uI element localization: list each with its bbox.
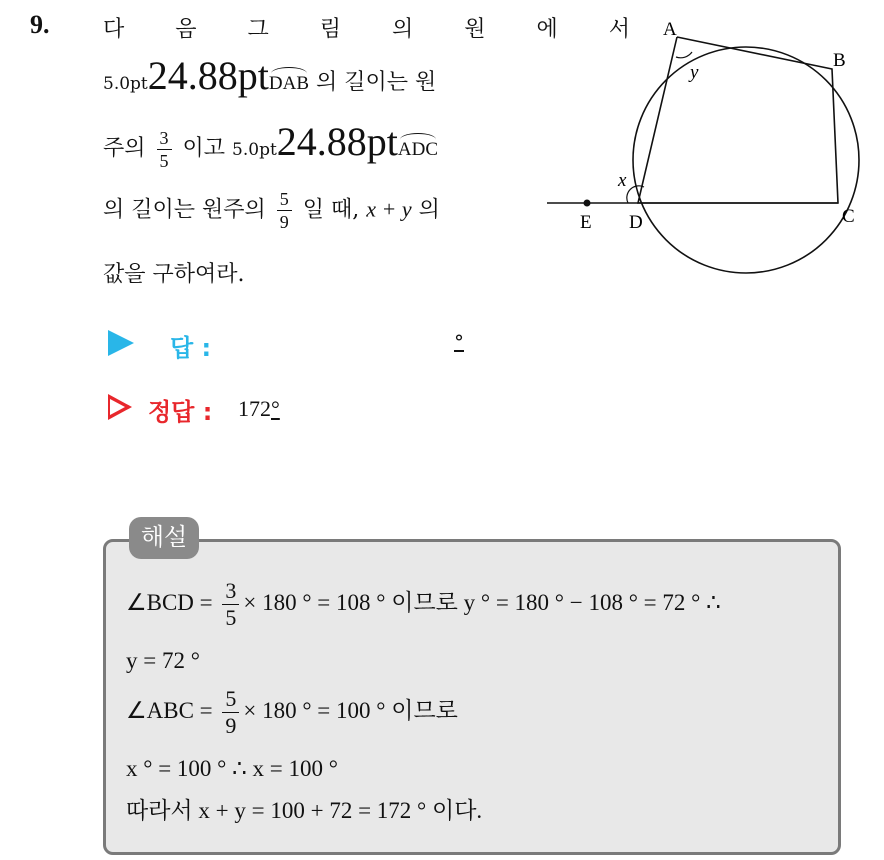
solution-line-1: ∠BCD = $\frac{3}{5}$ × 180 ° = 108 ° 이므로 y ° = 180 ° − 108 ° = 72 ° ∴ [126, 578, 721, 630]
label-x: x [618, 170, 627, 191]
arc-adc-label: ADC [397, 139, 439, 160]
question-line-1: 다 음 그 림 의 원 에 서 [103, 17, 652, 42]
question-line-2-rest: 의 길이는 원 [316, 70, 437, 95]
question-line-4-lead: 의 길이는 원주의 [103, 197, 266, 223]
label-y: y [690, 62, 699, 83]
label-b: B [833, 50, 846, 71]
arc1-prefix-big: 24.88pt [147, 53, 269, 98]
question-line-4-tail: 의 [418, 197, 440, 223]
label-d: D [629, 212, 643, 233]
question-number: 9. [30, 10, 50, 39]
solution-line-4: x ° = 100 ° ∴ x = 100 ° [126, 756, 338, 781]
question-line-3-lead: 주의 [103, 136, 146, 161]
circle-figure [540, 15, 880, 275]
question-line-5: 값을 구하여라. [103, 262, 245, 287]
fraction-5-9: $\frac{5}{9}$ [277, 188, 292, 233]
question-line-3-mid: 이고 [182, 136, 226, 161]
quadrilateral-abcd [638, 37, 838, 203]
answer-input[interactable] [240, 328, 440, 358]
solution-fraction-5-9: $\frac{5}{9}$ [222, 686, 239, 739]
angle-y-arc [676, 52, 692, 58]
label-c: C [842, 206, 855, 227]
solution-tab: 해설 [129, 517, 199, 559]
correct-unit: ° [271, 396, 280, 421]
answer-label: 답 : [170, 334, 212, 362]
arc-dab-label: DAB [268, 73, 309, 94]
arc2-prefix-big: 24.88pt [276, 119, 398, 164]
fraction-3-5: $\frac{3}{5}$ [157, 127, 172, 172]
question-line-3 [103, 118, 438, 172]
label-e: E [580, 212, 592, 233]
answer-play-icon [108, 330, 134, 356]
solution-fraction-3-5: $\frac{3}{5}$ [222, 578, 239, 631]
solution-line-2: y = 72 ° [126, 648, 200, 673]
question-line-2 [103, 52, 436, 99]
solution-line-3: ∠ABC = $\frac{5}{9}$ × 180 ° = 100 ° 이므로 [126, 686, 458, 738]
expression-x-plus-y: x + y [366, 196, 412, 222]
question-line-4-mid: 일 때, [302, 197, 360, 223]
question-line-4 [103, 188, 440, 233]
arc2-prefix-small: 5.0pt [232, 140, 277, 160]
label-a: A [663, 19, 677, 40]
answer-unit: ° [454, 330, 464, 354]
solution-line-5: 따라서 x + y = 100 + 72 = 172 ° 이다. [126, 798, 483, 823]
correct-play-outline-icon [108, 394, 132, 420]
point-e-dot [584, 200, 591, 207]
arc1-prefix-small: 5.0pt [103, 74, 148, 94]
correct-label: 정답 : [148, 398, 213, 426]
correct-value: 172° [238, 396, 280, 421]
